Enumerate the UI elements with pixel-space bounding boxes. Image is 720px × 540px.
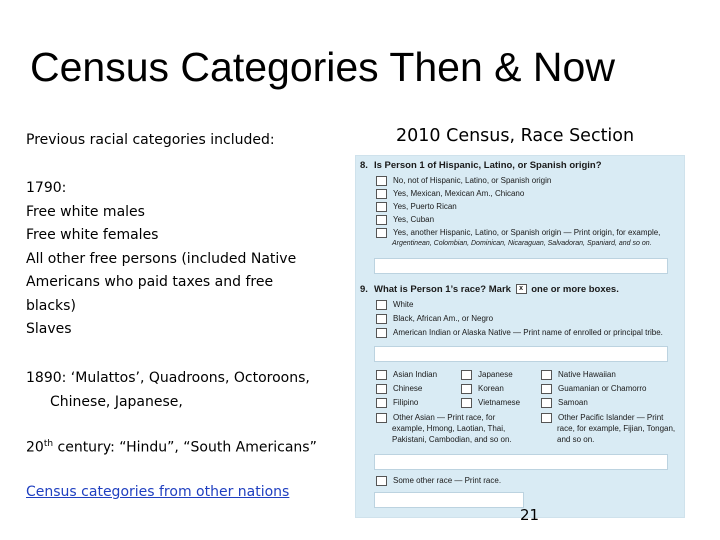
- q9-question: What is Person 1’s race? Mark x one or more boxes.: [374, 284, 619, 295]
- checkbox: [376, 328, 387, 338]
- century-text: : “Hindu”, “South Americans”: [110, 439, 317, 456]
- census-2010-heading: 2010 Census, Race Section: [396, 126, 635, 146]
- some-other-race-option: Some other race — Print race.: [376, 476, 501, 486]
- q9-option: White: [376, 300, 413, 310]
- checkbox: [376, 202, 387, 212]
- race-option: Samoan: [541, 398, 588, 408]
- q8-hint: Argentinean, Colombian, Dominican, Nicaraguan, Salvadoran, Spaniard, and so on.: [392, 240, 652, 247]
- other-nations-link[interactable]: Census categories from other nations: [26, 484, 290, 500]
- race-option: Vietnamese: [461, 398, 520, 408]
- categories-1790: [26, 177, 326, 342]
- q8-question: Is Person 1 of Hispanic, Latino, or Spanish origin?: [374, 160, 602, 171]
- q9-option: American Indian or Alaska Native — Print name of enrolled or principal tribe.: [376, 328, 663, 338]
- checkbox: [376, 300, 387, 310]
- checkbox: [376, 189, 387, 199]
- century-sup: th: [43, 439, 54, 449]
- race-option: Korean: [461, 384, 504, 394]
- q8-option: Yes, Mexican, Mexican Am., Chicano: [376, 189, 524, 199]
- page-number: 21: [520, 506, 540, 524]
- mark-x-icon: x: [516, 284, 527, 294]
- race-option: Asian Indian: [376, 370, 437, 380]
- other-race-write-in-field: [374, 454, 668, 470]
- category-item: Free white males: [26, 203, 145, 220]
- race-option: Native Hawaiian: [541, 370, 616, 380]
- q8-option: No, not of Hispanic, Latino, or Spanish origin: [376, 176, 551, 186]
- checkbox: [376, 215, 387, 225]
- checkbox: [376, 176, 387, 186]
- race-option: Guamanian or Chamorro: [541, 384, 646, 394]
- q9-number: 9.: [360, 284, 368, 295]
- race-option: Filipino: [376, 398, 418, 408]
- q8-option: Yes, Puerto Rican: [376, 202, 457, 212]
- q9-option: Black, African Am., or Negro: [376, 314, 493, 324]
- year-1890-line1: 1890: ‘Mulattos’, Quadroons, Octoroons,: [26, 370, 310, 386]
- century-num: 20: [26, 439, 44, 456]
- q8-number: 8.: [360, 160, 368, 171]
- other-asian-option: Other Asian — Print race, for example, Hmong, Laotian, Thai, Pakistani, Cambodian, and so on.: [376, 412, 512, 445]
- year-1890-line2: Chinese, Japanese,: [50, 393, 183, 410]
- tribe-write-in-field: [374, 346, 668, 362]
- checkbox: [376, 228, 387, 238]
- race-option: Japanese: [461, 370, 513, 380]
- some-other-write-in-field: [374, 492, 524, 508]
- slide-title: Census Categories Then & Now: [30, 44, 615, 90]
- categories-1890: [26, 367, 341, 414]
- year-1790-heading: 1790:: [26, 180, 67, 196]
- category-item: All other free persons (included Native Americans who paid taxes and free blacks): [26, 250, 297, 314]
- lead-text: Previous racial categories included:: [26, 132, 275, 148]
- categories-20th-century: [26, 433, 317, 460]
- other-pacific-option: Other Pacific Islander — Print race, for example, Fijian, Tongan, and so on.: [541, 412, 675, 445]
- q8-option: Yes, Cuban: [376, 215, 434, 225]
- category-item: Free white females: [26, 227, 159, 243]
- century-label: century: [53, 439, 111, 456]
- checkbox: [376, 314, 387, 324]
- category-item: Slaves: [26, 321, 72, 337]
- census-form-image: [355, 155, 685, 518]
- q8-option: Yes, another Hispanic, Latino, or Spanish origin — Print origin, for example,: [376, 228, 660, 238]
- q8-write-in-field: [374, 258, 668, 274]
- race-option: Chinese: [376, 384, 422, 394]
